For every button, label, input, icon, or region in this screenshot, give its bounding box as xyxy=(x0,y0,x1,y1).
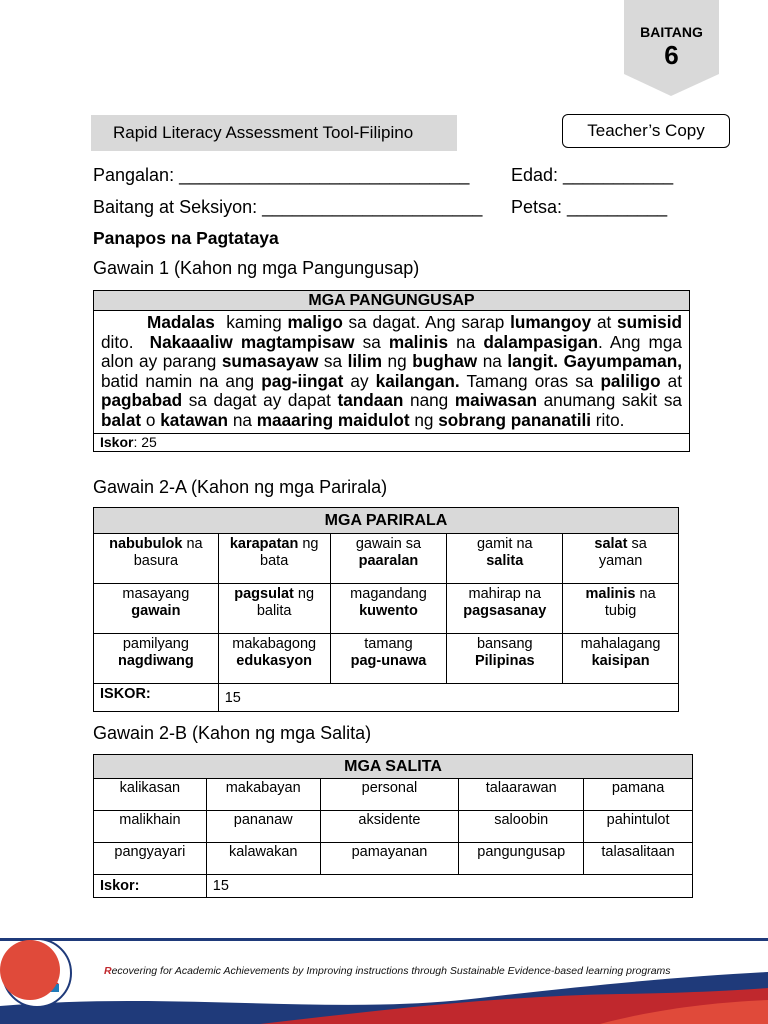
grade-badge xyxy=(624,0,719,96)
phrases-table xyxy=(93,507,679,712)
sentences-table xyxy=(93,290,690,452)
phrase-cell: pamilyang nagdiwang xyxy=(94,634,219,684)
section-title: Panapos na Pagtataya xyxy=(93,228,279,248)
word-cell: talasalitaan xyxy=(584,843,693,875)
tagline-text: ecovering for Academic Achievements by Improving instructions through Sustainable Evidence-based learning programs xyxy=(111,965,671,977)
task1-score-label: Iskor xyxy=(100,434,134,451)
word-cell: talaarawan xyxy=(459,779,584,811)
word-cell: saloobin xyxy=(459,811,584,843)
task1-title: Gawain 1 (Kahon ng mga Pangungusap) xyxy=(93,258,420,278)
phrase-cell: pagsulat ng balita xyxy=(218,584,330,634)
reading-passage: Madalas kaming maligo sa dagat. Ang sarap lumangoy at sumisid dito. Nakaaaliw magtampisaw sa malinis na dalampasigan. Ang mga alon ay parang sumasayaw sa lilim ng bughaw na langit. Gayumpaman, batid namin na ang pag-iingat ay kailangan. Tamang oras sa paliligo at pagbabad sa dagat ay dapat tandaan nang maiwasan anumang sakit sa balat o katawan na maaaring maidulot ng sobrang pananatili rito. xyxy=(94,311,690,434)
word-cell: kalawakan xyxy=(206,843,320,875)
word-cell: pamana xyxy=(584,779,693,811)
words-table xyxy=(93,754,693,898)
word-cell: personal xyxy=(320,779,459,811)
phrase-cell: mahirap na pagsasanay xyxy=(447,584,563,634)
phrase-cell: mahalagang kaisipan xyxy=(563,634,679,684)
footer-waves xyxy=(0,936,768,1024)
name-field: Pangalan: _____________________________ xyxy=(93,165,470,185)
phrase-cell: masayang gawain xyxy=(94,584,219,634)
phrase-cell: malinis na tubig xyxy=(563,584,679,634)
phrase-cell: nabubulok na basura xyxy=(94,534,219,584)
phrase-cell: makabagong edukasyon xyxy=(218,634,330,684)
phrase-cell: gamit na salita xyxy=(447,534,563,584)
word-cell: pangyayari xyxy=(94,843,207,875)
phrase-cell: salat sa yaman xyxy=(563,534,679,584)
footer-banner xyxy=(0,936,768,1024)
word-cell: malikhain xyxy=(94,811,207,843)
phrase-cell: tamang pag-unawa xyxy=(330,634,447,684)
age-field: Edad: ___________ xyxy=(511,165,674,185)
badge-label: BAITANG xyxy=(640,24,703,40)
phrase-cell: magandang kuwento xyxy=(330,584,447,634)
footer-tagline xyxy=(104,965,671,977)
phrase-cell: gawain sa paaralan xyxy=(330,534,447,584)
task1-score xyxy=(94,433,690,451)
task2a-title: Gawain 2-A (Kahon ng mga Parirala) xyxy=(93,477,388,497)
document-title: Rapid Literacy Assessment Tool-Filipino xyxy=(91,115,457,151)
phrases-header: MGA PARIRALA xyxy=(94,508,679,534)
task2a-score-label: ISKOR: xyxy=(94,684,219,712)
raise-logo-icon xyxy=(0,936,60,1008)
raise-label: RAISE xyxy=(735,962,766,973)
phrase-cell: bansang Pilipinas xyxy=(447,634,563,684)
word-cell: kalikasan xyxy=(94,779,207,811)
task2a-score-value: 15 xyxy=(218,684,678,712)
word-cell: pananaw xyxy=(206,811,320,843)
word-cell: makabayan xyxy=(206,779,320,811)
words-header: MGA SALITA xyxy=(94,755,693,779)
word-cell: aksidente xyxy=(320,811,459,843)
task1-score-value: : 25 xyxy=(133,434,157,451)
task2b-title: Gawain 2-B (Kahon ng mga Salita) xyxy=(93,723,372,743)
phrase-cell: karapatan ng bata xyxy=(218,534,330,584)
section-field: Baitang at Seksiyon: ______________________ xyxy=(93,197,483,217)
task2b-score-label: Iskor: xyxy=(94,875,207,898)
teacher-copy-label: Teacher’s Copy xyxy=(562,114,730,148)
word-cell: pamayanan xyxy=(320,843,459,875)
tagline-initial: R xyxy=(104,965,112,977)
badge-grade: 6 xyxy=(664,40,679,70)
sentences-header: MGA PANGUNGUSAP xyxy=(94,291,690,311)
word-cell: pangungusap xyxy=(459,843,584,875)
task2b-score-value: 15 xyxy=(206,875,692,898)
word-cell: pahintulot xyxy=(584,811,693,843)
date-field: Petsa: __________ xyxy=(511,197,668,217)
